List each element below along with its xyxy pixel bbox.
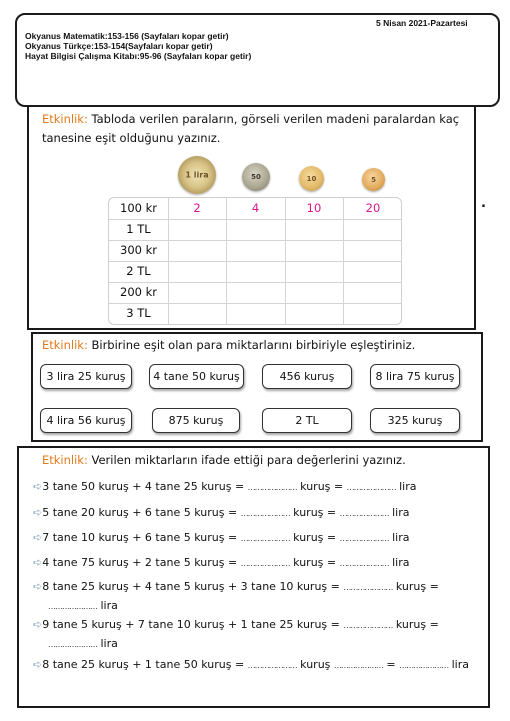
etkinlik-label: Etkinlik: (42, 112, 88, 126)
arrow-icon: ➪ (33, 556, 43, 569)
answer-blank[interactable]: ………………… (346, 483, 396, 492)
match-card[interactable]: 325 kuruş (370, 408, 460, 433)
answer-blank[interactable]: ………………… (343, 583, 393, 592)
table-row-label: 100 kr (120, 201, 157, 215)
arrow-icon: ➪ (33, 531, 43, 544)
match-card[interactable]: 2 TL (262, 408, 352, 433)
question-continuation: ………………… lira (48, 599, 118, 612)
question-line: ➪4 tane 75 kuruş + 2 tane 5 kuruş = ………………… kuruş = ………………… lira (33, 556, 410, 569)
arrow-icon: ➪ (33, 580, 43, 593)
table-cell: 2 (193, 201, 201, 215)
table-row-label: 2 TL (126, 264, 151, 278)
match-card[interactable]: 8 lira 75 kuruş (370, 364, 460, 389)
etkinlik-label: Etkinlik: (42, 453, 88, 467)
table-row-label: 3 TL (126, 306, 151, 320)
question-line: ➪9 tane 5 kuruş + 7 tane 10 kuruş + 1 tane 25 kuruş = ………………… kuruş = (33, 618, 439, 631)
section1-instruction: Etkinlik: Tabloda verilen paraların, görseli verilen madeni paralardan kaç tanesine eşit olduğunu yazınız. (42, 112, 460, 145)
answer-blank[interactable]: ………………… (48, 640, 97, 649)
match-card[interactable]: 3 lira 25 kuruş (40, 364, 132, 389)
table-cell: 10 (306, 201, 322, 215)
arrow-icon: ➪ (33, 506, 43, 519)
question-line: ➪8 tane 25 kuruş + 1 tane 50 kuruş = ………………… kuruş ………………… = ………………… lira (33, 658, 470, 671)
answer-blank[interactable]: ………………… (240, 559, 290, 568)
answer-blank[interactable]: ………………… (339, 534, 389, 543)
homework-line: Okyanus Türkçe:153-154(Sayfaları kopar getir) (25, 41, 213, 51)
arrow-icon: ➪ (33, 480, 43, 493)
side-mark: . (481, 196, 486, 211)
coin-50-kurus-image: 50 (242, 163, 270, 191)
coin-1-lira-image: 1 lira (178, 156, 216, 194)
answer-blank[interactable]: ………………… (247, 661, 297, 670)
table-row-label: 300 kr (120, 243, 157, 257)
homework-line: Hayat Bilgisi Çalışma Kitabı:95-96 (Sayfaları kopar getir) (25, 51, 252, 61)
question-line: ➪3 tane 50 kuruş + 4 tane 25 kuruş = ………………… kuruş = ………………… lira (33, 480, 417, 493)
date-label: 5 Nisan 2021-Pazartesi (376, 18, 468, 28)
table-row-label: 200 kr (120, 285, 157, 299)
homework-line: Okyanus Matematik:153-156 (Sayfaları kopar getir) (25, 31, 229, 41)
answer-blank[interactable]: ………………… (339, 559, 389, 568)
arrow-icon: ➪ (33, 618, 43, 631)
answer-blank[interactable]: ………………… (240, 534, 290, 543)
coin-5-kurus-image: 5 (362, 168, 385, 191)
match-card[interactable]: 4 tane 50 kuruş (149, 364, 244, 389)
question-continuation: ………………… lira (48, 637, 118, 650)
question-line: ➪8 tane 25 kuruş + 4 tane 5 kuruş + 3 tane 10 kuruş = ………………… kuruş = (33, 580, 439, 593)
answer-blank[interactable]: ………………… (399, 661, 449, 670)
table-row-label: 1 TL (126, 222, 151, 236)
table-cell: 20 (365, 201, 381, 215)
answer-blank[interactable]: ………………… (48, 602, 97, 611)
question-line: ➪5 tane 20 kuruş + 6 tane 5 kuruş = ………………… kuruş = ………………… lira (33, 506, 410, 519)
conversion-table (108, 197, 402, 325)
answer-blank[interactable]: ………………… (240, 509, 290, 518)
answer-blank[interactable]: ………………… (333, 661, 383, 670)
question-line: ➪7 tane 10 kuruş + 6 tane 5 kuruş = ………………… kuruş = ………………… lira (33, 531, 410, 544)
answer-blank[interactable]: ………………… (247, 483, 297, 492)
section3-instruction: Etkinlik: Verilen miktarların ifade ettiği para değerlerini yazınız. (42, 453, 406, 467)
match-card[interactable]: 875 kuruş (152, 408, 240, 433)
etkinlik-label: Etkinlik: (42, 338, 88, 352)
match-card[interactable]: 456 kuruş (262, 364, 352, 389)
arrow-icon: ➪ (33, 658, 43, 671)
answer-blank[interactable]: ………………… (339, 509, 389, 518)
section2-instruction: Etkinlik: Birbirine eşit olan para miktarlarını birbiriyle eşleştiriniz. (42, 338, 416, 352)
coin-10-kurus-image: 10 (299, 166, 324, 191)
match-card[interactable]: 4 lira 56 kuruş (40, 408, 132, 433)
answer-blank[interactable]: ………………… (343, 621, 393, 630)
table-cell: 4 (251, 201, 260, 215)
